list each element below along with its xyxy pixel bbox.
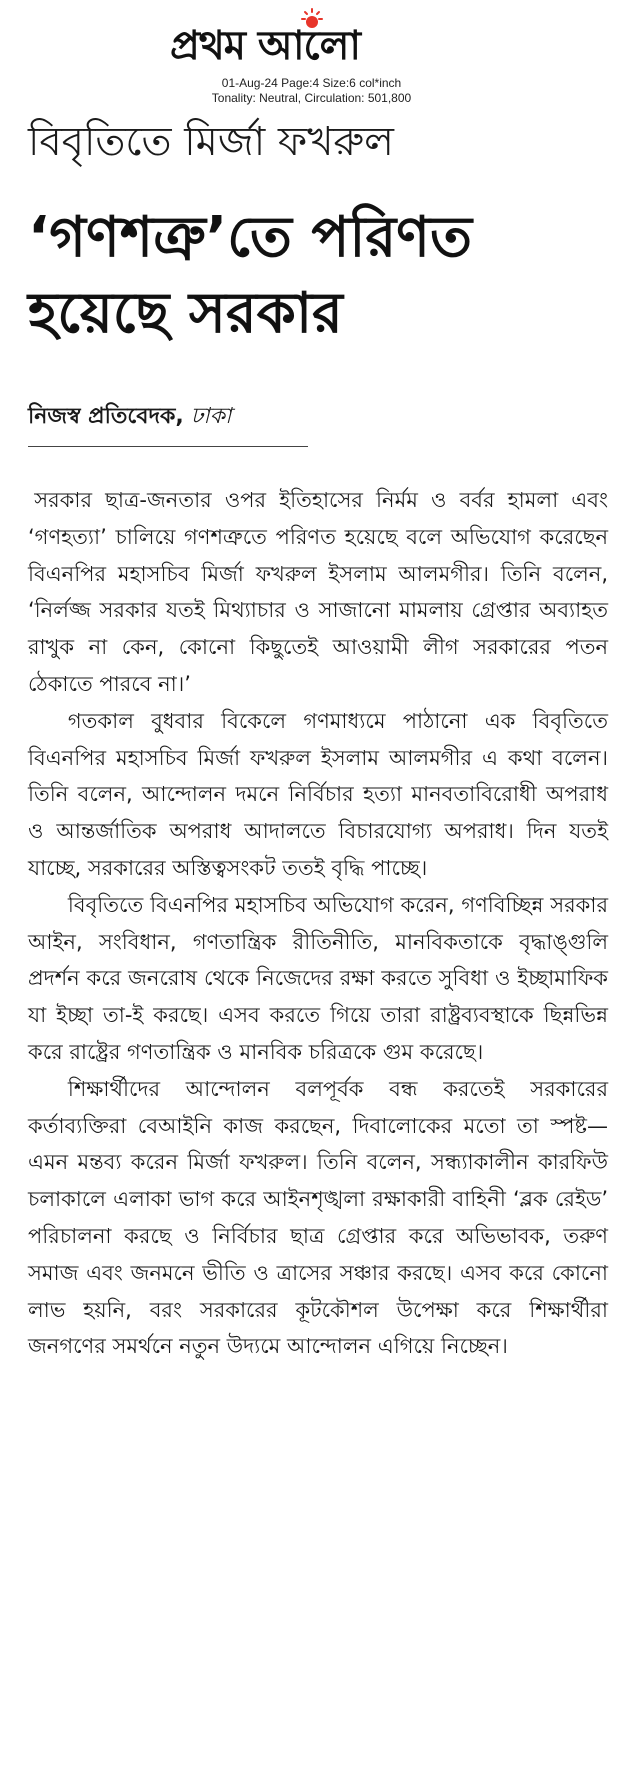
article-paragraph: সরকার ছাত্র-জনতার ওপর ইতিহাসের নির্মম ও বর্বর হামলা এবং ‘গণহত্যা’ চালিয়ে গণশত্রুতে পরিণত হয়েছে বলে অভিযোগ করেছেন বিএনপির মহাসচিব মির্জা ফখরুল ইসলাম আলমগীর। তিনি বলেন, ‘নির্লজ্জ সরকার যতই মিথ্যাচার ও সাজানো মামলায় গ্রেপ্তার অব্যাহত রাখুক না কেন, কোনো কিছুতেই আওয়ামী লীগ সরকারের পতন ঠেকাতে পারবে না।’: [28, 488, 608, 696]
article-paragraph: শিক্ষার্থীদের আন্দোলন বলপূর্বক বন্ধ করতেই সরকারের কর্তাব্যক্তিরা বেআইনি কাজ করছেন, দিবালোকের মতো তা স্পষ্ট—এমন মন্তব্য করেন মির্জা ফখরুল। তিনি বলেন, সন্ধ্যাকালীন কারফিউ চলাকালে এলাকা ভাগ করে আইনশৃঙ্খলা রক্ষাকারী বাহিনী ‘ব্লক রেইড’ পরিচালনা করছে ও নির্বিচার ছাত্র গ্রেপ্তার করে অভিভাবক, তরুণ সমাজ এবং জনমনে ভীতি ও ত্রাসের সঞ্চার করছে। এসব করে কোনো লাভ হয়নি, বরং সরকারের কূটকৌশল উপেক্ষা করে শিক্ষার্থীরা জনগণের সমর্থনে নতুন উদ্যমে আন্দোলন এগিয়ে নিচ্ছেন।: [28, 1076, 608, 1359]
article-paragraph: গতকাল বুধবার বিকেলে গণমাধ্যমে পাঠানো এক বিবৃতিতে বিএনপির মহাসচিব মির্জা ফখরুল ইসলাম আলমগীর এ কথা বলেন। তিনি বলেন, আন্দোলন দমনে নির্বিচার হত্যা মানবতাবিরোধী অপরাধ ও আন্তর্জাতিক অপরাধ আদালতে বিচারযোগ্য অপরাধ। দিন যতই যাচ্ছে, সরকারের অস্তিত্বসংকট ততই বৃদ্ধি পাচ্ছে।: [28, 708, 608, 880]
byline-reporter: নিজস্ব প্রতিবেদক,: [28, 404, 184, 429]
clipping-meta-date: 01-Aug-24 Page:4 Size:6 col*inch: [221, 76, 402, 90]
masthead: [0, 0, 623, 110]
clipping-meta-tonality: Tonality: Neutral, Circulation: 501,800: [211, 91, 412, 105]
newspaper-logo: [170, 18, 470, 70]
article-byline: [28, 402, 231, 432]
logo-text: প্রথম আলো: [170, 22, 361, 69]
article-paragraph: বিবৃতিতে বিএনপির মহাসচিব অভিযোগ করেন, গণবিচ্ছিন্ন সরকার আইন, সংবিধান, গণতান্ত্রিক রীতিনীতি, মানবিকতাকে বৃদ্ধাঙ্গুলি প্রদর্শন করে জনরোষ থেকে নিজেদের রক্ষা করতে সুবিধা ও ইচ্ছামাফিক যা ইচ্ছা তা-ই করছে। এসব করতে গিয়ে তারা রাষ্ট্রব্যবস্থাকে ছিন্নভিন্ন করে রাষ্ট্রের গণতান্ত্রিক ও মানবিক চরিত্রকে গুম করেছে।: [28, 892, 608, 1064]
article-body: [28, 482, 608, 1365]
byline-location: ঢাকা: [183, 404, 232, 429]
article-kicker: বিবৃতিতে মির্জা ফখরুল: [28, 119, 394, 165]
byline-divider: [28, 446, 308, 447]
article-headline: ‘গণশত্রু’তে পরিণত হয়েছে সরকার: [28, 205, 473, 346]
